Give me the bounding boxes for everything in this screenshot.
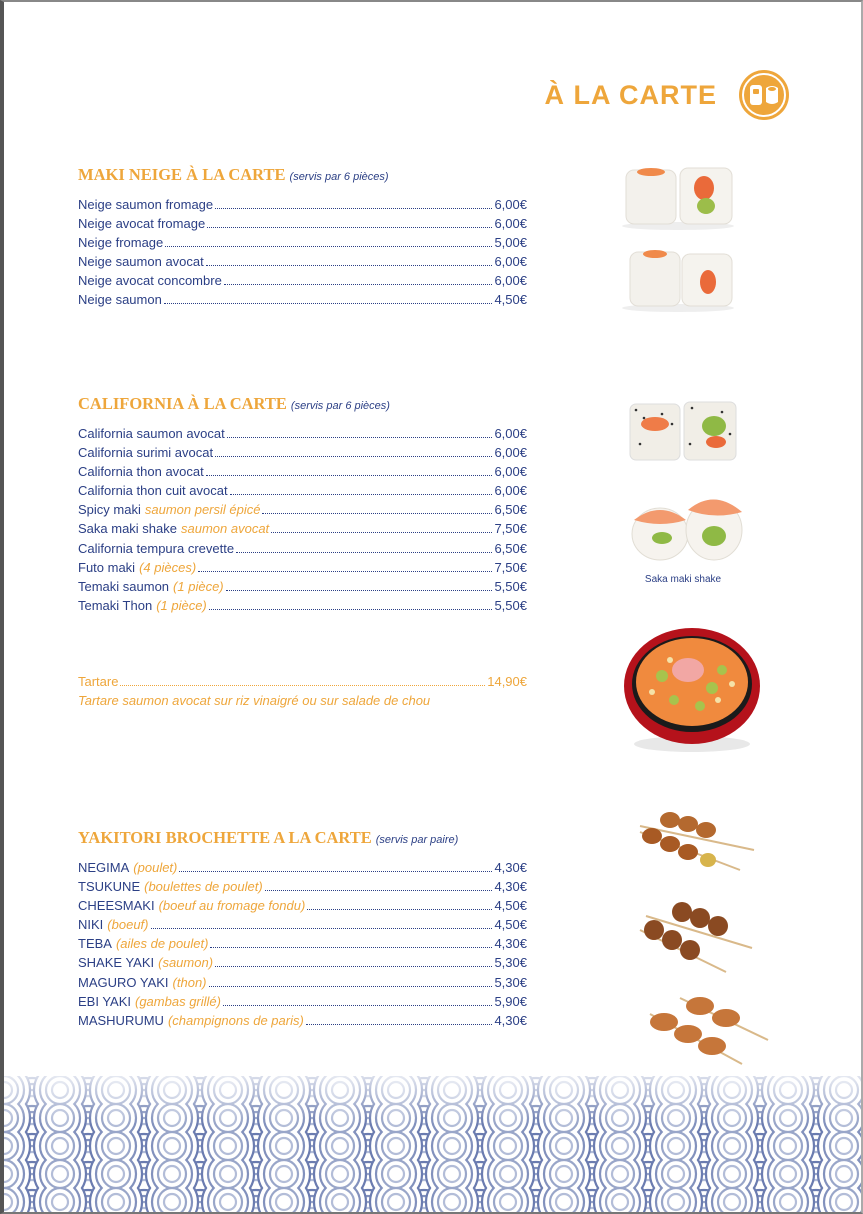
list-item: [78, 596, 527, 615]
item-description: (1 pièce): [173, 578, 224, 594]
maki-list: [78, 195, 527, 310]
item-description: (ailes de poulet): [115, 936, 209, 952]
item-price: 4,30€: [494, 936, 527, 952]
california-section-title: [78, 394, 390, 414]
leader-dots: [236, 552, 492, 553]
item-price: 6,00€: [494, 254, 527, 270]
leader-dots: [215, 208, 492, 209]
list-item: [78, 443, 527, 462]
item-name: Temaki Thon: [78, 597, 153, 613]
item-description: saumon avocat: [181, 521, 270, 537]
item-description: (poulet): [133, 860, 178, 875]
list-item: [78, 424, 527, 443]
maki-note: (servis par 6 pièces): [289, 171, 389, 183]
list-item: [78, 252, 527, 271]
item-name: EBI YAKI: [78, 993, 131, 1009]
yaki-skewer-photo: [646, 990, 770, 1068]
item-description: (gambas grillé): [135, 993, 221, 1009]
item-name: California surimi avocat: [78, 445, 214, 461]
list-item: [78, 934, 527, 953]
tartare-block: [78, 672, 527, 710]
list-item: [78, 953, 527, 972]
list-item: [78, 915, 527, 934]
item-name: Neige fromage: [78, 235, 164, 251]
yakitori-list: [78, 858, 527, 1030]
leader-dots: [271, 532, 492, 533]
item-name: California tempura crevette: [78, 540, 235, 556]
list-item: [78, 195, 527, 214]
leader-dots: [224, 284, 493, 285]
list-item: [78, 672, 527, 691]
seigaiha-wave-pattern: [4, 1076, 861, 1212]
item-description: (4 pièces): [139, 559, 197, 575]
item-name: TSUKUNE: [78, 879, 141, 895]
item-name: Neige avocat fromage: [78, 216, 206, 232]
tartare-price: 14,90€: [487, 674, 527, 689]
maki-neige-photo: [618, 158, 738, 230]
page-title: À LA CARTE: [544, 79, 717, 110]
item-description: (1 pièce): [156, 597, 207, 613]
item-name: Temaki saumon: [78, 578, 170, 594]
list-item: [78, 214, 527, 233]
leader-dots: [198, 571, 492, 572]
item-price: 6,50€: [494, 502, 527, 518]
list-item: [78, 271, 527, 290]
saka-maki-shake-photo: [628, 490, 746, 570]
item-price: 5,30€: [494, 974, 527, 990]
list-item: [78, 481, 527, 500]
item-name: Spicy maki: [78, 502, 141, 518]
item-name: SHAKE YAKI: [78, 955, 155, 971]
list-item: [78, 539, 527, 558]
item-name: California thon avocat: [78, 464, 204, 480]
item-name: Saka maki shake: [78, 521, 177, 537]
maki-title: MAKI NEIGE À LA CARTE: [78, 165, 286, 184]
item-price: 4,50€: [494, 917, 527, 933]
item-name: MAGURO YAKI: [78, 974, 169, 990]
item-price: 5,50€: [494, 597, 527, 613]
leader-dots: [120, 685, 485, 686]
item-description: (boeuf): [107, 917, 149, 933]
list-item: [78, 1011, 527, 1030]
item-name: Neige saumon: [78, 292, 162, 308]
leader-dots: [227, 437, 493, 438]
leader-dots: [209, 986, 493, 987]
maki-section-title: [78, 165, 389, 185]
list-item: [78, 290, 527, 309]
leader-dots: [265, 890, 493, 891]
item-name: California thon cuit avocat: [78, 483, 228, 499]
item-price: 4,30€: [494, 879, 527, 895]
item-name: Neige saumon avocat: [78, 254, 204, 270]
item-price: 4,30€: [494, 860, 527, 875]
list-item: [78, 233, 527, 252]
tartare-description: Tartare saumon avocat sur riz vinaigré ou sur salade de chou: [78, 693, 431, 709]
list-item: [78, 577, 527, 596]
list-item: [78, 877, 527, 896]
list-item: [78, 858, 527, 877]
tsukune-skewer-photo: [636, 896, 756, 976]
item-name: TEBA: [78, 936, 112, 952]
yakitori-title: YAKITORI BROCHETTE A LA CARTE: [78, 828, 372, 847]
leader-dots: [165, 246, 492, 247]
page-header: [545, 68, 792, 122]
item-name: Futo maki: [78, 559, 136, 575]
list-item: [78, 992, 527, 1011]
item-price: 5,30€: [494, 955, 527, 971]
leader-dots: [215, 966, 492, 967]
tartare-name: Tartare: [78, 674, 119, 689]
item-price: 6,00€: [494, 273, 527, 289]
item-name: CHEESMAKI: [78, 898, 155, 914]
list-item: [78, 973, 527, 992]
item-name: NEGIMA: [78, 860, 130, 875]
california-title: CALIFORNIA À LA CARTE: [78, 394, 287, 413]
list-item: [78, 558, 527, 577]
leader-dots: [164, 303, 493, 304]
leader-dots: [230, 494, 493, 495]
yakitori-section-title: [78, 828, 458, 848]
leader-dots: [179, 871, 492, 872]
sushi-roll-icon: [737, 68, 791, 122]
item-price: 7,50€: [494, 559, 527, 575]
item-price: 6,00€: [494, 445, 527, 461]
item-price: 4,30€: [494, 1012, 527, 1028]
list-item: [78, 896, 527, 915]
item-name: Neige saumon fromage: [78, 197, 214, 212]
california-list: [78, 424, 527, 615]
leader-dots: [307, 909, 492, 910]
item-price: 5,50€: [494, 578, 527, 594]
item-description: (thon): [172, 974, 207, 990]
item-price: 6,00€: [494, 464, 527, 480]
item-price: 6,00€: [494, 426, 527, 441]
leader-dots: [306, 1024, 493, 1025]
leader-dots: [223, 1005, 492, 1006]
list-item: [78, 500, 527, 519]
saka-maki-caption: Saka maki shake: [644, 574, 722, 585]
leader-dots: [262, 513, 492, 514]
item-price: 4,50€: [494, 898, 527, 914]
tartare-bowl-photo: [622, 626, 762, 756]
item-description: (champignons de paris): [167, 1012, 304, 1028]
item-price: 5,90€: [494, 993, 527, 1009]
item-description: (saumon): [158, 955, 214, 971]
leader-dots: [151, 928, 493, 929]
california-note: (servis par 6 pièces): [290, 400, 390, 412]
list-item: [78, 519, 527, 538]
item-description: (boulettes de poulet): [144, 879, 263, 895]
leader-dots: [207, 227, 492, 228]
leader-dots: [210, 947, 492, 948]
item-price: 5,00€: [494, 235, 527, 251]
item-name: MASHURUMU: [78, 1012, 164, 1028]
leader-dots: [209, 609, 493, 610]
item-price: 6,00€: [494, 216, 527, 232]
item-name: NIKI: [78, 917, 104, 933]
leader-dots: [206, 265, 493, 266]
california-photo: [622, 394, 740, 466]
negima-skewer-photo: [636, 806, 760, 878]
maki-neige-saumon-photo: [618, 242, 738, 312]
item-price: 4,50€: [494, 292, 527, 308]
item-price: 6,00€: [494, 197, 527, 212]
yakitori-note: (servis par paire): [375, 834, 459, 846]
item-description: saumon persil épicé: [144, 502, 261, 518]
leader-dots: [215, 456, 492, 457]
item-price: 6,50€: [494, 540, 527, 556]
leader-dots: [226, 590, 493, 591]
item-name: Neige avocat concombre: [78, 273, 222, 289]
leader-dots: [206, 475, 493, 476]
item-price: 6,00€: [494, 483, 527, 499]
item-name: California saumon avocat: [78, 426, 225, 441]
item-price: 7,50€: [494, 521, 527, 537]
item-description: (boeuf au fromage fondu): [158, 898, 306, 914]
list-item: [78, 462, 527, 481]
